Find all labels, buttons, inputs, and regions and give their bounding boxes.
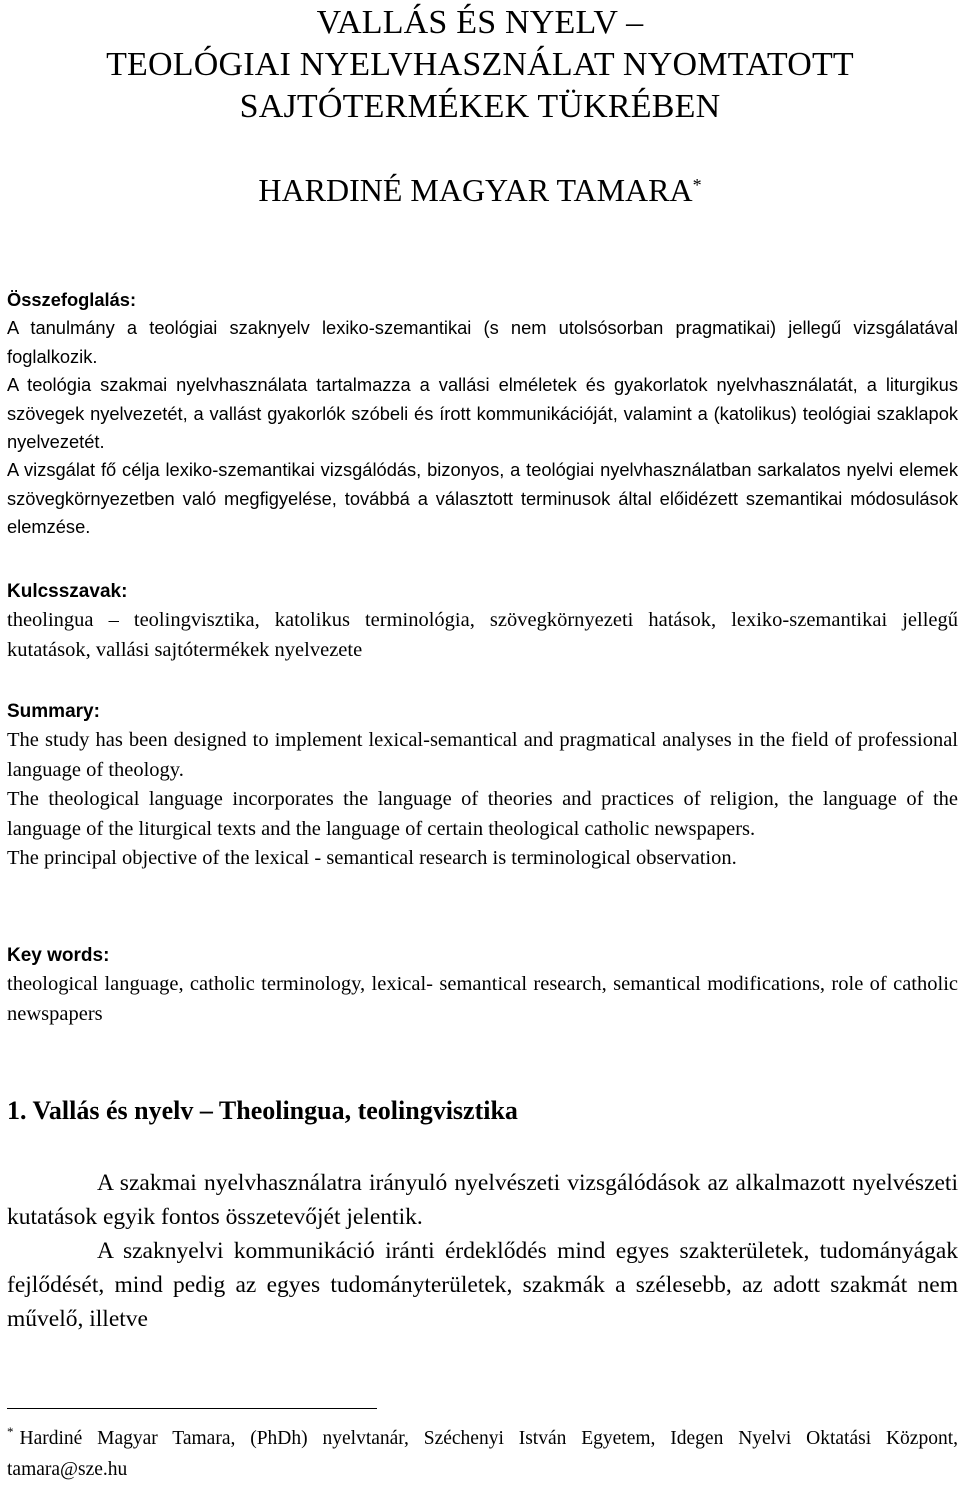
- abstract-hu-label: Összefoglalás:: [7, 289, 137, 310]
- title-line-1: VALLÁS ÉS NYELV –: [316, 4, 644, 41]
- abstract-hu: [7, 286, 958, 542]
- footnote: [7, 1424, 958, 1485]
- keywords-hu: [7, 578, 958, 665]
- section-paragraph-1: A szakmai nyelvhasználatra irányuló nyelvészeti vizsgálódások az alkalmazott nyelvészeti kutatások egyik fontos összetevőjét jelentik.: [7, 1170, 958, 1230]
- summary-en-p3: The principal objective of the lexical - semantical research is terminological observation.: [7, 847, 737, 870]
- author-footnote-mark: *: [692, 175, 702, 195]
- author-name: HARDINÉ MAGYAR TAMARA: [258, 172, 693, 208]
- title-line-3: SAJTÓTERMÉKEK TÜKRÉBEN: [239, 88, 721, 125]
- section-heading: 1. Vallás és nyelv – Theolingua, teolingvisztika: [7, 1096, 518, 1125]
- abstract-hu-p3: A vizsgálat fő célja lexiko-szemantikai vizsgálódás, bizonyos, a teológiai nyelvhasználatban sarkalatos nyelvi elemek szövegkörnyezetben való megfigyelése, továbbá a választott terminusok által előidézett szemantikai módosulások elemzése.: [7, 459, 958, 538]
- abstract-hu-p2: A teológia szakmai nyelvhasználata tartalmazza a vallási elméletek és gyakorlatok nyelvhasználatát, a liturgikus szövegek nyelvezetét, a vallást gyakorlók szóbeli és írott kommunikációját, valamint a (katolikus) teológiai szaklapok nyelvezetét.: [7, 374, 958, 453]
- keywords-en-text: theological language, catholic terminology, lexical- semantical research, semantical modifications, role of catholic newspapers: [7, 973, 958, 1025]
- author-line: [0, 170, 960, 215]
- title-line-2: TEOLÓGIAI NYELVHASZNÁLAT NYOMTATOTT: [106, 46, 854, 83]
- footnote-mark: *: [7, 1424, 14, 1439]
- abstract-hu-p1: A tanulmány a teológiai szaknyelv lexiko-szemantikai (s nem utolsósorban pragmatikai) jellegű vizsgálatával foglalkozik.: [7, 317, 958, 367]
- summary-en: [7, 698, 958, 873]
- footnote-divider: [7, 1408, 377, 1409]
- summary-en-p2: The theological language incorporates the language of theories and practices of religion, the language of the language of the liturgical texts and the language of certain theological catholic newspapers.: [7, 788, 958, 840]
- section-paragraph-2: A szaknyelvi kommunikáció iránti érdeklődés mind egyes szakterületek, tudományágak fejlődését, mind pedig az egyes tudományterületek, szakmák a szélesebb, az adott szakmát nem művelő, illetve: [7, 1238, 958, 1332]
- keywords-en: [7, 942, 958, 1029]
- keywords-hu-text: theolingua – teolingvisztika, katolikus terminológia, szövegkörnyezeti hatások, lexiko-szemantikai jellegű kutatások, vallási sajtótermékek nyelvezete: [7, 609, 958, 661]
- summary-en-label: Summary:: [7, 701, 100, 722]
- summary-en-p1: The study has been designed to implement lexical-semantical and pragmatical analyses in the field of professional language of theology.: [7, 729, 958, 781]
- footnote-text: Hardiné Magyar Tamara, (PhDh) nyelvtanár, Széchenyi István Egyetem, Idegen Nyelvi Oktatási Központ, tamara@sze.hu: [7, 1428, 958, 1480]
- keywords-hu-label: Kulcsszavak:: [7, 581, 128, 602]
- keywords-en-label: Key words:: [7, 945, 110, 966]
